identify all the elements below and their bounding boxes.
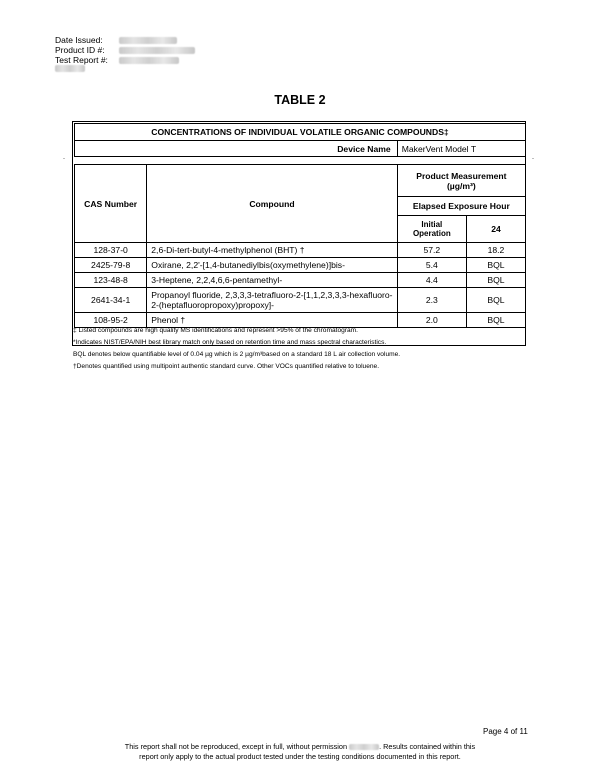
margin-tick-left: - [63, 156, 65, 162]
spacer-row [75, 157, 526, 165]
footnote-bql: BQL denotes below quantifiable level of 0.04 µg which is 2 µg/m³based on a standard 18 L air collection volume. [73, 351, 401, 358]
date-issued-row [55, 35, 195, 45]
table-caption [75, 124, 526, 141]
table-row [75, 273, 526, 288]
initial-operation-header: Initial Operation [397, 216, 466, 243]
hour-24-value-cell: BQL [466, 273, 525, 288]
voc-table [74, 123, 526, 328]
hour-24-value-cell: BQL [466, 288, 525, 313]
footer-disclaimer [0, 742, 600, 762]
report-header [55, 35, 195, 72]
redacted-product-id [119, 47, 195, 54]
cas-cell: 123-48-8 [75, 273, 147, 288]
disclaimer-line-1 [0, 742, 600, 752]
initial-value-cell: 4.4 [397, 273, 466, 288]
cas-cell: 2425-79-8 [75, 258, 147, 273]
compound-cell: Propanoyl fluoride, 2,3,3,3-tetrafluoro-2-[1,1,2,3,3,3-hexafluoro-2-(heptafluoropropoxy)propoxy]- [147, 288, 397, 313]
disclaimer-line-1-start: This report shall not be reproduced, except in full, without permission [124, 742, 348, 751]
compound-cell: Phenol † [147, 313, 397, 328]
hour-24-value-cell: BQL [466, 258, 525, 273]
initial-value-cell: 2.0 [397, 313, 466, 328]
hour-24-value-cell: BQL [466, 313, 525, 328]
redacted-company [349, 744, 379, 750]
cas-cell: 108-95-2 [75, 313, 147, 328]
footnote-dagger: †Denotes quantified using multipoint authentic standard curve. Other VOCs quantified relative to toluene. [73, 363, 380, 370]
compound-cell: 3-Heptene, 2,2,4,6,6-pentamethyl- [147, 273, 397, 288]
compound-cell: Oxirane, 2,2'-[1,4-butanediylbis(oxymethylene)]bis- [147, 258, 397, 273]
page-number: Page 4 of 11 [483, 727, 528, 736]
table-title: TABLE 2 [274, 93, 326, 107]
initial-value-cell: 2.3 [397, 288, 466, 313]
compound-cell: 2,6-Di-tert-butyl-4-methylphenol (BHT) † [147, 243, 397, 258]
initial-value-cell: 5.4 [397, 258, 466, 273]
product-id-label: Product ID #: [55, 45, 105, 55]
product-measurement-header: Product Measurement (µg/m³) [397, 165, 525, 197]
compound-header: Compound [147, 165, 397, 243]
table-row [75, 288, 526, 313]
elapsed-exposure-header: Elapsed Exposure Hour [397, 197, 525, 216]
footnote-asterisk: *Indicates NIST/EPA/NIH best library match only based on retention time and mass spectral characteristics. [73, 339, 387, 346]
redacted-extra-row [55, 65, 195, 72]
product-id-row [55, 45, 195, 55]
test-report-row [55, 55, 195, 65]
redacted-date [119, 37, 177, 44]
hour-24-header: 24 [466, 216, 525, 243]
hour-24-value-cell: 18.2 [466, 243, 525, 258]
cas-cell: 128-37-0 [75, 243, 147, 258]
table-caption-text: CONCENTRATIONS OF INDIVIDUAL VOLATILE ORGANIC COMPOUNDS‡ [151, 127, 449, 137]
footnotes [73, 325, 400, 373]
disclaimer-line-2: report only apply to the actual product tested under the testing conditions documented in this report. [139, 752, 461, 761]
table-row [75, 243, 526, 258]
cas-number-header: CAS Number [75, 165, 147, 243]
cas-cell: 2641-34-1 [75, 288, 147, 313]
margin-tick-right: - [532, 156, 534, 162]
footnote-double-dagger: ‡ Listed compounds are high quality MS identifications and represent >95% of the chromatogram. [73, 327, 358, 334]
redacted-report-number [119, 57, 179, 64]
initial-value-cell: 57.2 [397, 243, 466, 258]
test-report-label: Test Report #: [55, 55, 108, 65]
disclaimer-line-1-end: . Results contained within this [379, 742, 476, 751]
redacted-extra [55, 65, 85, 72]
device-name-value: MakerVent Model T [397, 141, 525, 157]
device-name-label: Device Name [75, 141, 398, 157]
table-row [75, 258, 526, 273]
date-issued-label: Date Issued: [55, 35, 103, 45]
